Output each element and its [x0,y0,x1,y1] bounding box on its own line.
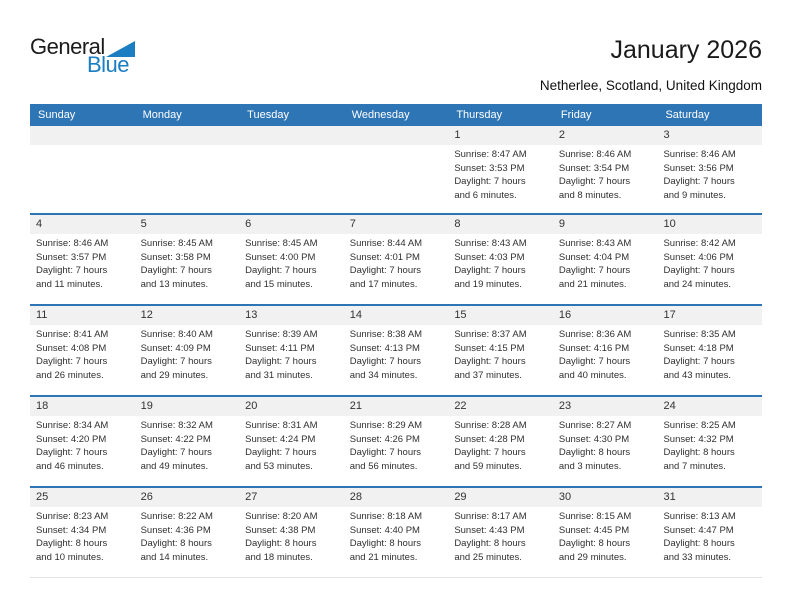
sunset-text: Sunset: 4:36 PM [140,524,211,536]
sunrise-text: Sunrise: 8:47 AM [454,149,527,160]
day-cell-19 [135,397,240,486]
day-cell-21 [344,397,449,486]
day-cell-27 [239,488,344,577]
day-details [239,325,344,382]
sunset-text: Sunset: 4:08 PM [36,342,107,354]
sunset-text: Sunset: 4:22 PM [140,433,211,445]
sunrise-text: Sunrise: 8:46 AM [663,149,736,160]
sunrise-text: Sunrise: 8:32 AM [140,420,213,431]
day-cell-14 [344,306,449,395]
day-cell-30 [553,488,658,577]
sunrise-text: Sunrise: 8:17 AM [454,511,527,522]
day-details [553,325,658,382]
sunrise-text: Sunrise: 8:22 AM [140,511,213,522]
day-details [657,234,762,291]
daylight-text-cont: and 3 minutes. [558,460,622,472]
daylight-text-cont: and 31 minutes. [245,369,313,381]
daylight-text: Daylight: 7 hours [245,356,317,367]
daylight-text: Daylight: 7 hours [558,176,631,187]
weekday-header-wednesday: Wednesday [351,109,410,121]
day-number: 10 [657,215,762,234]
day-number: 16 [553,306,658,325]
day-details [239,507,344,564]
daylight-text: Daylight: 8 hours [663,538,735,549]
daylight-text: Daylight: 8 hours [245,538,317,549]
daylight-text: Daylight: 7 hours [140,447,212,458]
day-details [135,507,240,564]
weekday-header-sunday: Sunday [38,109,76,121]
sunset-text: Sunset: 4:24 PM [245,433,316,445]
day-number: 23 [553,397,658,416]
sunset-text: Sunset: 4:34 PM [36,524,107,536]
day-details [344,416,449,473]
week-row [30,126,762,213]
day-number: 24 [657,397,762,416]
week-row [30,304,762,395]
day-cell-13 [239,306,344,395]
day-details [448,145,553,202]
sunrise-text: Sunrise: 8:27 AM [558,420,632,431]
day-cell-15 [448,306,553,395]
day-number: 28 [344,488,449,507]
logo-text-general: General [30,34,105,59]
sunrise-text: Sunrise: 8:25 AM [663,420,736,431]
sunrise-text: Sunrise: 8:34 AM [36,420,109,431]
sunset-text: Sunset: 4:20 PM [36,433,107,445]
day-number: 9 [553,215,658,234]
day-cell-18 [30,397,135,486]
sunset-text: Sunset: 4:26 PM [349,433,420,445]
day-details [553,416,658,473]
day-details [657,416,762,473]
day-number: 11 [30,306,135,325]
day-details [448,325,553,382]
day-number: 25 [30,488,135,507]
sunrise-text: Sunrise: 8:45 AM [245,238,318,249]
day-cell-22 [448,397,553,486]
sunrise-text: Sunrise: 8:18 AM [349,511,423,522]
daylight-text-cont: and 17 minutes. [349,278,418,290]
day-cell-24 [657,397,762,486]
day-details [344,234,449,291]
sunset-text: Sunset: 4:09 PM [140,342,211,354]
daylight-text-cont: and 40 minutes. [558,369,627,381]
sunrise-text: Sunrise: 8:31 AM [245,420,318,431]
daylight-text-cont: and 37 minutes. [454,369,522,381]
day-number [239,126,344,145]
daylight-text: Daylight: 7 hours [349,447,422,458]
page-subtitle: Netherlee, Scotland, United Kingdom [539,78,762,93]
sunrise-text: Sunrise: 8:29 AM [349,420,423,431]
day-details [239,234,344,291]
day-details [553,145,658,202]
daylight-text-cont: and 49 minutes. [140,460,209,472]
daylight-text-cont: and 29 minutes. [140,369,209,381]
day-cell-10 [657,215,762,304]
sunset-text: Sunset: 4:18 PM [663,342,734,354]
daylight-text: Daylight: 8 hours [36,538,108,549]
calendar-table [30,104,762,578]
day-cell-3 [657,126,762,213]
sunrise-text: Sunrise: 8:38 AM [349,329,423,340]
day-cell-1 [448,126,553,213]
daylight-text: Daylight: 7 hours [663,176,735,187]
sunset-text: Sunset: 3:54 PM [558,162,630,174]
sunrise-text: Sunrise: 8:39 AM [245,329,318,340]
day-number: 17 [657,306,762,325]
daylight-text-cont: and 8 minutes. [558,189,622,201]
day-cell-6 [239,215,344,304]
daylight-text-cont: and 56 minutes. [349,460,418,472]
day-details [448,234,553,291]
day-details [135,325,240,382]
day-cell-9 [553,215,658,304]
sunset-text: Sunset: 4:43 PM [454,524,525,536]
weekday-header-tuesday: Tuesday [247,109,289,121]
sunset-text: Sunset: 3:57 PM [36,251,107,263]
day-number [344,126,449,145]
day-number: 6 [239,215,344,234]
daylight-text-cont: and 29 minutes. [558,551,627,563]
daylight-text-cont: and 14 minutes. [140,551,209,563]
weekday-header-row [30,104,762,126]
daylight-text: Daylight: 7 hours [454,447,526,458]
day-number: 1 [448,126,553,145]
empty-day-cell [344,126,449,213]
daylight-text-cont: and 33 minutes. [663,551,732,563]
day-number: 14 [344,306,449,325]
day-number: 22 [448,397,553,416]
day-number: 15 [448,306,553,325]
daylight-text: Daylight: 7 hours [558,356,631,367]
sunrise-text: Sunrise: 8:42 AM [663,238,736,249]
day-cell-5 [135,215,240,304]
day-number: 20 [239,397,344,416]
day-number: 31 [657,488,762,507]
day-details [239,416,344,473]
day-details [30,325,135,382]
daylight-text-cont: and 46 minutes. [36,460,104,472]
day-number [30,126,135,145]
daylight-text-cont: and 19 minutes. [454,278,522,290]
day-details [135,416,240,473]
day-details [344,325,449,382]
day-cell-28 [344,488,449,577]
daylight-text-cont: and 15 minutes. [245,278,313,290]
daylight-text-cont: and 21 minutes. [558,278,627,290]
sunrise-text: Sunrise: 8:37 AM [454,329,527,340]
sunset-text: Sunset: 4:04 PM [558,251,630,263]
daylight-text: Daylight: 7 hours [663,356,735,367]
day-details [553,507,658,564]
day-cell-4 [30,215,135,304]
weekday-header-friday: Friday [560,109,592,121]
daylight-text: Daylight: 8 hours [454,538,526,549]
sunset-text: Sunset: 4:01 PM [349,251,420,263]
sunset-text: Sunset: 4:28 PM [454,433,525,445]
day-cell-2 [553,126,658,213]
empty-day-cell [239,126,344,213]
day-number: 13 [239,306,344,325]
day-number: 8 [448,215,553,234]
logo-text-blue: Blue [87,52,130,77]
daylight-text: Daylight: 7 hours [36,265,108,276]
day-number: 7 [344,215,449,234]
weekday-header-monday: Monday [142,109,182,121]
daylight-text-cont: and 26 minutes. [36,369,104,381]
day-cell-17 [657,306,762,395]
daylight-text: Daylight: 7 hours [140,356,212,367]
day-details [30,416,135,473]
daylight-text-cont: and 6 minutes. [454,189,517,201]
day-number: 3 [657,126,762,145]
day-details [657,507,762,564]
daylight-text: Daylight: 8 hours [663,447,735,458]
daylight-text-cont: and 24 minutes. [663,278,732,290]
day-cell-12 [135,306,240,395]
sunrise-text: Sunrise: 8:28 AM [454,420,527,431]
sunrise-text: Sunrise: 8:44 AM [349,238,423,249]
day-cell-23 [553,397,658,486]
sunrise-text: Sunrise: 8:35 AM [663,329,736,340]
sunrise-text: Sunrise: 8:46 AM [36,238,109,249]
day-cell-29 [448,488,553,577]
daylight-text: Daylight: 7 hours [349,356,422,367]
weekday-header-thursday: Thursday [456,109,503,121]
sunset-text: Sunset: 4:00 PM [245,251,316,263]
daylight-text: Daylight: 7 hours [454,176,526,187]
sunset-text: Sunset: 4:40 PM [349,524,420,536]
sunrise-text: Sunrise: 8:43 AM [558,238,632,249]
daylight-text: Daylight: 7 hours [558,265,631,276]
daylight-text: Daylight: 7 hours [36,356,108,367]
day-details [30,507,135,564]
day-number: 12 [135,306,240,325]
day-details [657,325,762,382]
daylight-text: Daylight: 7 hours [454,356,526,367]
title-block [540,36,762,93]
daylight-text-cont: and 21 minutes. [349,551,418,563]
sunset-text: Sunset: 3:58 PM [140,251,211,263]
sunset-text: Sunset: 4:16 PM [558,342,630,354]
daylight-text-cont: and 18 minutes. [245,551,313,563]
sunset-text: Sunset: 4:30 PM [558,433,630,445]
weeks-container [30,126,762,577]
weekday-header-saturday: Saturday [665,109,710,121]
daylight-text: Daylight: 8 hours [349,538,422,549]
sunset-text: Sunset: 4:38 PM [245,524,316,536]
sunset-text: Sunset: 4:15 PM [454,342,525,354]
day-number: 4 [30,215,135,234]
daylight-text-cont: and 9 minutes. [663,189,726,201]
daylight-text-cont: and 25 minutes. [454,551,522,563]
day-details [30,234,135,291]
empty-day-cell [135,126,240,213]
daylight-text: Daylight: 7 hours [245,265,317,276]
day-cell-26 [135,488,240,577]
sunset-text: Sunset: 4:03 PM [454,251,525,263]
sunset-text: Sunset: 4:47 PM [663,524,734,536]
day-number: 5 [135,215,240,234]
sunrise-text: Sunrise: 8:40 AM [140,329,213,340]
week-row [30,213,762,304]
daylight-text: Daylight: 7 hours [663,265,735,276]
daylight-text-cont: and 13 minutes. [140,278,209,290]
day-cell-7 [344,215,449,304]
day-number: 30 [553,488,658,507]
sunset-text: Sunset: 3:53 PM [454,162,525,174]
sunrise-text: Sunrise: 8:13 AM [663,511,736,522]
daylight-text-cont: and 10 minutes. [36,551,104,563]
sunrise-text: Sunrise: 8:41 AM [36,329,109,340]
day-cell-20 [239,397,344,486]
daylight-text: Daylight: 7 hours [454,265,526,276]
day-details [657,145,762,202]
day-details [344,507,449,564]
page-title: January 2026 [610,36,762,64]
sunrise-text: Sunrise: 8:46 AM [558,149,632,160]
sunrise-text: Sunrise: 8:15 AM [558,511,632,522]
day-number [135,126,240,145]
day-number: 29 [448,488,553,507]
daylight-text: Daylight: 8 hours [140,538,212,549]
day-number: 27 [239,488,344,507]
daylight-text-cont: and 34 minutes. [349,369,418,381]
day-details [448,416,553,473]
daylight-text-cont: and 59 minutes. [454,460,522,472]
daylight-text-cont: and 43 minutes. [663,369,732,381]
day-cell-25 [30,488,135,577]
sunset-text: Sunset: 4:32 PM [663,433,734,445]
day-cell-16 [553,306,658,395]
sunset-text: Sunset: 4:13 PM [349,342,420,354]
day-details [448,507,553,564]
daylight-text-cont: and 53 minutes. [245,460,313,472]
daylight-text-cont: and 11 minutes. [36,278,103,290]
empty-day-cell [30,126,135,213]
sunrise-text: Sunrise: 8:36 AM [558,329,632,340]
day-details [135,234,240,291]
day-number: 2 [553,126,658,145]
sunset-text: Sunset: 4:11 PM [245,342,315,354]
sunrise-text: Sunrise: 8:23 AM [36,511,109,522]
sunrise-text: Sunrise: 8:45 AM [140,238,213,249]
day-number: 21 [344,397,449,416]
daylight-text: Daylight: 8 hours [558,538,631,549]
daylight-text: Daylight: 7 hours [36,447,108,458]
week-row [30,486,762,577]
week-row [30,395,762,486]
daylight-text: Daylight: 7 hours [349,265,422,276]
day-cell-8 [448,215,553,304]
general-blue-logo [30,36,135,75]
day-details [553,234,658,291]
day-cell-31 [657,488,762,577]
sunset-text: Sunset: 3:56 PM [663,162,734,174]
daylight-text: Daylight: 8 hours [558,447,631,458]
sunrise-text: Sunrise: 8:43 AM [454,238,527,249]
day-number: 26 [135,488,240,507]
day-cell-11 [30,306,135,395]
daylight-text-cont: and 7 minutes. [663,460,726,472]
daylight-text: Daylight: 7 hours [245,447,317,458]
sunrise-text: Sunrise: 8:20 AM [245,511,318,522]
daylight-text: Daylight: 7 hours [140,265,212,276]
day-number: 18 [30,397,135,416]
sunset-text: Sunset: 4:45 PM [558,524,630,536]
day-number: 19 [135,397,240,416]
sunset-text: Sunset: 4:06 PM [663,251,734,263]
